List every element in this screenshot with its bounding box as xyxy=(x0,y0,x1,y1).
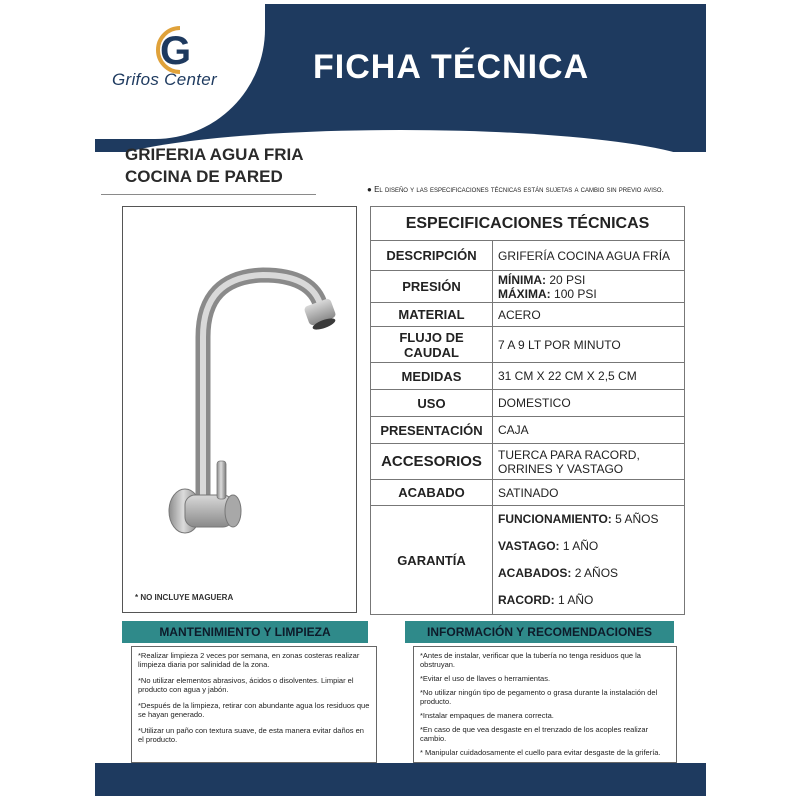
spec-value: 7 A 9 LT POR MINUTO xyxy=(493,327,685,363)
product-name-line-1: GRIFERIA AGUA FRIA xyxy=(125,145,304,164)
maintenance-item: *Realizar limpieza 2 veces por semana, en zonas costeras realizar limpieza diaria por salinidad de la zona. xyxy=(138,651,360,669)
pressure-min-value: 20 PSI xyxy=(549,272,586,287)
spec-label: MEDIDAS xyxy=(371,363,493,390)
spec-value-presion xyxy=(493,271,685,303)
recommendation-item: *No utilizar ningún tipo de pegamento o grasa durante la instalación del producto. xyxy=(420,688,658,706)
technical-sheet-page xyxy=(95,4,706,796)
spec-row-garantia xyxy=(371,506,685,615)
spec-row-medidas xyxy=(371,363,685,390)
warranty-item: RACORD: 1 AÑO xyxy=(498,593,594,607)
spec-value: 31 CM X 22 CM X 2,5 CM xyxy=(493,363,685,390)
disclaimer xyxy=(367,185,687,194)
spec-label: ACCESORIOS xyxy=(371,444,493,480)
recommendation-item: *Antes de instalar, verificar que la tubería no tenga residuos que la obstruyan. xyxy=(420,651,641,669)
recommendation-item: *En caso de que vea desgaste en el trenzado de los acoples realizar cambio. xyxy=(420,725,649,743)
spec-table-title: ESPECIFICACIONES TÉCNICAS xyxy=(371,207,685,241)
recommendation-item: * Manipular cuidadosamente el cuello para evitar desgaste de la grifería. xyxy=(420,748,661,757)
spec-value: GRIFERÍA COCINA AGUA FRÍA xyxy=(493,241,685,271)
logo-letter: G xyxy=(160,29,192,73)
spec-row-presentacion xyxy=(371,417,685,444)
disclaimer-text: El diseño y las especificaciones técnicas están sujetas a cambio sin previo aviso. xyxy=(374,185,664,194)
spec-row-presion xyxy=(371,271,685,303)
brand-name: Grifos Center xyxy=(112,70,217,89)
maintenance-item: *No utilizar elementos abrasivos, ácidos o disolventes. Limpiar el producto con agua y jabón. xyxy=(138,676,354,694)
image-note: * NO INCLUYE MAGUERA xyxy=(135,593,234,602)
maintenance-item: *Después de la limpieza, retirar con abundante agua los residuos que se hayan generado. xyxy=(138,701,370,719)
spec-label: FLUJO DE CAUDAL xyxy=(371,327,493,363)
footer-band xyxy=(95,763,706,796)
recommendation-item: *Evitar el uso de llaves o herramientas. xyxy=(420,674,551,683)
spec-label: DESCRIPCIÓN xyxy=(371,241,493,271)
maintenance-box xyxy=(131,646,377,763)
bullet-icon: ● xyxy=(367,185,375,194)
page-title: FICHA TÉCNICA xyxy=(313,48,590,86)
spec-row-material xyxy=(371,303,685,327)
spec-row-acabado xyxy=(371,480,685,506)
warranty-item: ACABADOS: 2 AÑOS xyxy=(498,566,619,580)
brand-logo-icon xyxy=(150,24,208,76)
warranty-item: FUNCIONAMIENTO: 5 AÑOS xyxy=(498,512,659,526)
pressure-min-label: MÍNIMA: xyxy=(498,272,546,287)
maintenance-header: MANTENIMIENTO Y LIMPIEZA xyxy=(122,621,368,643)
spec-row-flujo xyxy=(371,327,685,363)
spec-table xyxy=(370,206,685,615)
recommendation-item: *Instalar empaques de manera correcta. xyxy=(420,711,554,720)
spec-label: GARANTÍA xyxy=(371,506,493,615)
spec-title-row xyxy=(371,207,685,241)
product-divider xyxy=(101,194,316,195)
spec-label: PRESIÓN xyxy=(371,271,493,303)
product-name xyxy=(125,144,304,188)
recommendations-box xyxy=(413,646,677,763)
spec-label: ACABADO xyxy=(371,480,493,506)
spec-label: USO xyxy=(371,390,493,417)
recommendations-header: INFORMACIÓN Y RECOMENDACIONES xyxy=(405,621,674,643)
spec-value: DOMESTICO xyxy=(493,390,685,417)
product-name-line-2: COCINA DE PARED xyxy=(125,167,283,186)
pressure-max-value: 100 PSI xyxy=(554,286,597,301)
spec-row-descripcion xyxy=(371,241,685,271)
warranty-list xyxy=(493,506,685,615)
maintenance-item: *Utilizar un paño con textura suave, de esta manera evitar daños en el producto. xyxy=(138,726,364,744)
faucet-image xyxy=(123,207,356,612)
product-image-box xyxy=(122,206,357,613)
spec-row-uso xyxy=(371,390,685,417)
spec-value: TUERCA PARA RACORD, ORRINES Y VASTAGO xyxy=(493,444,685,480)
spec-value: ACERO xyxy=(493,303,685,327)
spec-row-accesorios xyxy=(371,444,685,480)
spec-label: MATERIAL xyxy=(371,303,493,327)
spec-label: PRESENTACIÓN xyxy=(371,417,493,444)
pressure-max-label: MÁXIMA: xyxy=(498,286,551,301)
spec-value: CAJA xyxy=(493,417,685,444)
spec-value: SATINADO xyxy=(493,480,685,506)
warranty-item: VASTAGO: 1 AÑO xyxy=(498,539,599,553)
